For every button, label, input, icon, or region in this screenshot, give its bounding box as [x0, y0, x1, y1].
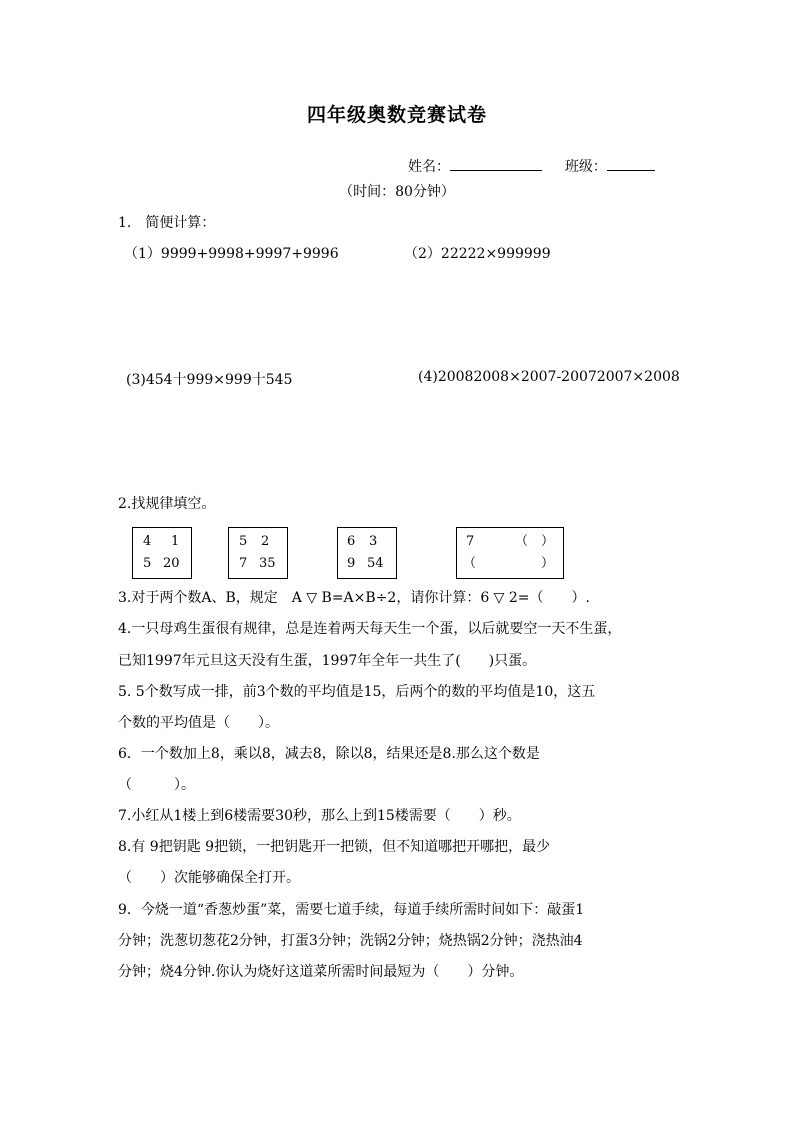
box3-r1c1: 6 [347, 534, 356, 549]
q1-heading: 1. 简便计算： [118, 215, 216, 231]
class-blank [607, 156, 655, 171]
box3-r1c2: 3 [369, 534, 378, 549]
box4-r1c2: （ ） [515, 534, 555, 549]
q4-line2: 已知1997年元旦这天没有生蛋，1997年全年一共生了( )只蛋。 [118, 653, 537, 669]
page-title: 四年级奥数竞赛试卷 [306, 104, 487, 126]
name-label: 姓名： [408, 159, 450, 175]
box1-r1c2: 1 [171, 534, 180, 549]
box4-r2c2: ） [541, 556, 555, 571]
box2-r2c2: 35 [259, 556, 276, 571]
class-label: 班级： [564, 159, 607, 175]
pattern-box-2 [228, 527, 288, 579]
q5-line2: 个数的平均值是（ ）。 [118, 715, 279, 731]
q5-line1: 5. 5个数写成一排，前3个数的平均值是15，后两个的数的平均值是10，这五 [118, 684, 596, 700]
box2-r2c1: 7 [239, 556, 248, 571]
q1-part4: (4)20082008×2007-20072007×2008 [418, 369, 680, 385]
box4-r2c1: （ [463, 556, 477, 571]
q1-part3: (3)454十999×999十545 [126, 372, 293, 388]
box3-r2c2: 54 [367, 556, 384, 571]
student-info-line [408, 156, 655, 176]
q9-line3: 分钟；烧4分钟.你认为烧好这道菜所需时间最短为（ ）分钟。 [118, 964, 524, 980]
pattern-box-4 [456, 527, 564, 579]
q9-line2: 分钟；洗葱切葱花2分钟，打蛋3分钟；洗锅2分钟；烧热锅2分钟；浇热油4 [118, 933, 583, 949]
q8-line1: 8.有 9把钥匙 9把锁，一把钥匙开一把锁，但不知道哪把开哪把，最少 [118, 839, 551, 855]
box2-r1c1: 5 [239, 534, 248, 549]
q6-line1: 6．一个数加上8，乘以8，减去8，除以8，结果还是8.那么这个数是 [118, 746, 540, 762]
box1-r2c1: 5 [143, 556, 152, 571]
q7: 7.小红从1楼上到6楼需要30秒，那么上到15楼需要（ ）秒。 [118, 808, 521, 824]
time-note: （时间：80分钟） [339, 184, 455, 200]
q8-line2: （ ）次能够确保全打开。 [118, 870, 300, 886]
box4-r1c1: 7 [466, 534, 475, 549]
q1-part2: （2）22222×999999 [404, 246, 551, 262]
box1-r1c1: 4 [143, 534, 152, 549]
q1-part1: （1）9999+9998+9997+9996 [124, 246, 339, 262]
pattern-box-1 [132, 527, 192, 579]
q9-line1: 9．今烧一道“香葱炒蛋”菜，需要七道手续，每道手续所需时间如下：敲蛋1 [118, 902, 585, 918]
name-blank [450, 156, 542, 171]
q3: 3.对于两个数A、B，规定 A ▽ B=A×B÷2，请你计算：6 ▽ 2=（ ）. [118, 590, 590, 606]
q2-heading: 2.找规律填空。 [118, 496, 216, 512]
box2-r1c2: 2 [261, 534, 270, 549]
box3-r2c1: 9 [347, 556, 356, 571]
q6-line2: （ ）。 [118, 777, 195, 793]
q4-line1: 4.一只母鸡生蛋很有规律，总是连着两天每天生一个蛋，以后就要空一天不生蛋， [118, 621, 622, 637]
box1-r2c2: 20 [163, 556, 180, 571]
pattern-box-3 [337, 527, 397, 579]
